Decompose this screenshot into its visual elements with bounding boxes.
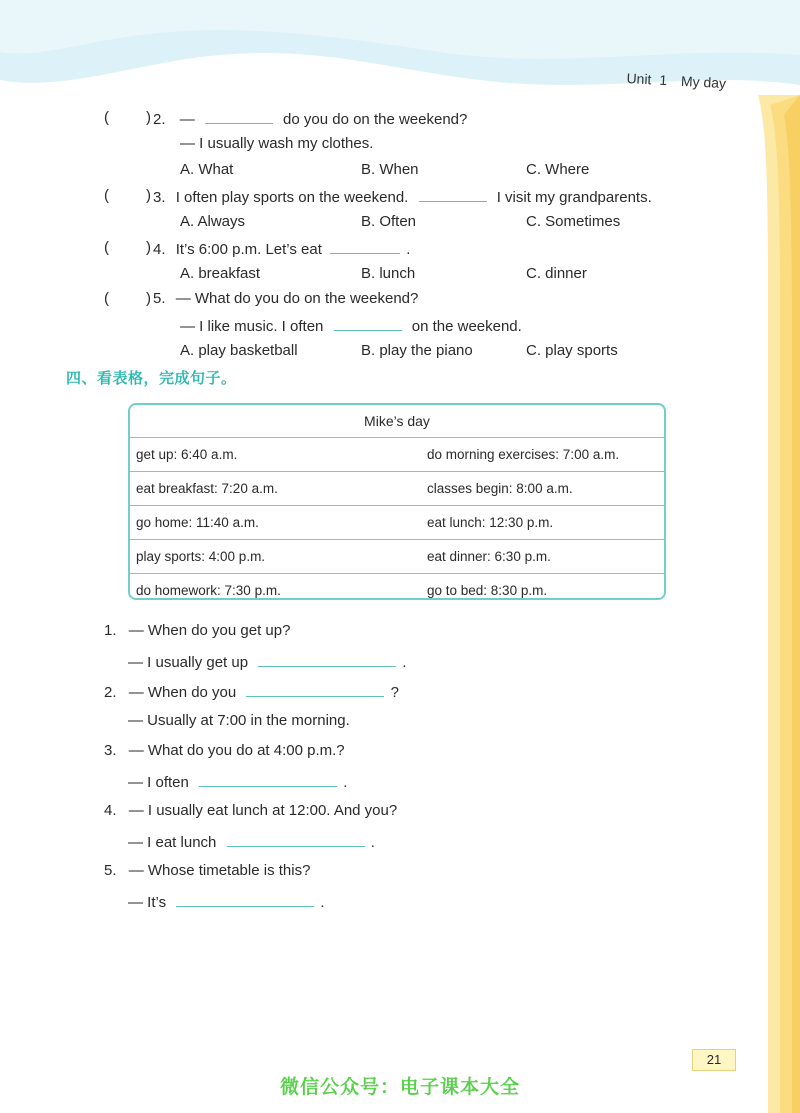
answer-text: .: [343, 774, 348, 791]
page-edge-stack: [754, 95, 800, 1113]
page-number: 21: [692, 1049, 736, 1071]
question-text: — I like music. I often: [180, 318, 324, 335]
answer-paren-close: ): [146, 187, 151, 204]
option-c: C. play sports: [526, 342, 618, 359]
question-text: I often play sports on the weekend.: [175, 189, 409, 206]
answer-paren-open: (: [104, 290, 109, 307]
answer-blank[interactable]: [258, 652, 396, 667]
question-number: 4.: [104, 802, 117, 819]
answer-paren-open: (: [104, 239, 109, 256]
option-b: B. When: [361, 161, 419, 178]
answer-paren-open: (: [104, 187, 109, 204]
option-a: A. Always: [180, 213, 246, 230]
option-c: C. Where: [526, 161, 590, 178]
fill-question-2: [104, 682, 399, 701]
fill-question-5: [104, 862, 310, 879]
unit-number: 1: [658, 71, 668, 89]
dash: —: [179, 111, 195, 128]
question-text: — What do you do on the weekend?: [175, 290, 419, 307]
table-cell: eat dinner: 6:30 p.m.: [427, 549, 551, 564]
table-cell: classes begin: 8:00 a.m.: [427, 481, 573, 496]
option-a: A. breakfast: [180, 265, 261, 282]
answer-blank[interactable]: [205, 109, 273, 124]
fill-answer-2: — Usually at 7:00 in the morning.: [128, 712, 350, 729]
fill-question-4: [104, 802, 397, 819]
question-3-line1: [153, 187, 652, 207]
question-text: — Whose timetable is this?: [128, 862, 311, 879]
answer-paren-close: ): [146, 109, 151, 126]
answer-paren-close: ): [146, 290, 151, 307]
answer-text: — I usually get up: [128, 654, 249, 671]
question-number: 5.: [104, 862, 117, 879]
fill-answer-4: [128, 832, 375, 851]
question-text: — When do you get up?: [128, 622, 291, 639]
fill-question-1: [104, 622, 290, 639]
question-text: — What do you do at 4:00 p.m.?: [128, 742, 345, 759]
answer-text: .: [320, 894, 325, 911]
option-a: A. play basketball: [180, 342, 298, 359]
answer-blank[interactable]: [199, 772, 337, 787]
table-cell: play sports: 4:00 p.m.: [136, 549, 266, 564]
question-number: 1.: [104, 622, 117, 639]
table-cell: do morning exercises: 7:00 a.m.: [427, 447, 620, 462]
question-number: 5.: [153, 290, 166, 307]
table-cell: go home: 11:40 a.m.: [136, 515, 259, 530]
question-5-line2: [180, 316, 522, 336]
question-text: — I usually eat lunch at 12:00. And you?: [128, 802, 398, 819]
table-cell: do homework: 7:30 p.m.: [136, 583, 281, 598]
question-4-line1: [153, 239, 410, 259]
table-row: [130, 574, 664, 607]
question-text: I visit my grandparents.: [496, 189, 652, 206]
answer-blank[interactable]: [330, 239, 400, 254]
unit-title: My day: [680, 72, 727, 92]
option-b: B. lunch: [361, 265, 416, 282]
table-row: [130, 472, 664, 506]
option-a: A. What: [180, 161, 234, 178]
table-row: [130, 540, 664, 574]
answer-text: .: [402, 654, 407, 671]
table-row: [130, 506, 664, 540]
table-cell: eat lunch: 12:30 p.m.: [427, 515, 554, 530]
watermark-text: 微信公众号：电子课本大全: [279, 1076, 520, 1098]
unit-label: Unit: [626, 70, 652, 88]
question-number: 3.: [104, 742, 117, 759]
question-2-line2: — I usually wash my clothes.: [180, 135, 374, 152]
table-cell: eat breakfast: 7:20 a.m.: [136, 481, 278, 496]
question-text: — When do you: [128, 684, 237, 701]
fill-answer-1: [128, 652, 407, 671]
mikes-day-table: [128, 403, 666, 600]
answer-blank[interactable]: [334, 316, 402, 331]
answer-blank[interactable]: [419, 187, 487, 202]
question-number: 3.: [153, 189, 166, 206]
option-b: B. Often: [361, 213, 417, 230]
answer-paren-open: (: [104, 109, 109, 126]
fill-answer-3: [128, 772, 347, 791]
question-text: ?: [390, 684, 399, 701]
answer-blank[interactable]: [227, 832, 365, 847]
table-title: Mike’s day: [130, 405, 664, 438]
answer-text: — I often: [128, 774, 189, 791]
option-c: C. dinner: [526, 265, 587, 282]
answer-blank[interactable]: [246, 682, 384, 697]
top-sky-wave: [0, 0, 800, 120]
question-2-line1: [153, 109, 467, 129]
question-number: 4.: [153, 241, 166, 258]
question-text: It’s 6:00 p.m. Let’s eat: [175, 241, 322, 258]
table-row: [130, 438, 664, 472]
question-text: on the weekend.: [411, 318, 522, 335]
answer-text: — It’s: [128, 894, 167, 911]
question-text: do you do on the weekend?: [283, 111, 468, 128]
question-number: 2.: [153, 111, 166, 128]
fill-answer-5: [128, 892, 325, 911]
option-c: C. Sometimes: [526, 213, 621, 230]
answer-text: — I eat lunch: [128, 834, 217, 851]
section-4-title: 四、看表格，完成句子。: [66, 369, 237, 387]
answer-blank[interactable]: [176, 892, 314, 907]
question-number: 2.: [104, 684, 117, 701]
answer-paren-close: ): [146, 239, 151, 256]
question-5-line1: [153, 290, 418, 308]
table-cell: go to bed: 8:30 p.m.: [427, 583, 548, 598]
question-text: .: [406, 241, 411, 258]
answer-text: .: [370, 834, 375, 851]
table-cell: get up: 6:40 a.m.: [136, 447, 238, 462]
option-b: B. play the piano: [361, 342, 473, 359]
fill-question-3: [104, 742, 345, 759]
